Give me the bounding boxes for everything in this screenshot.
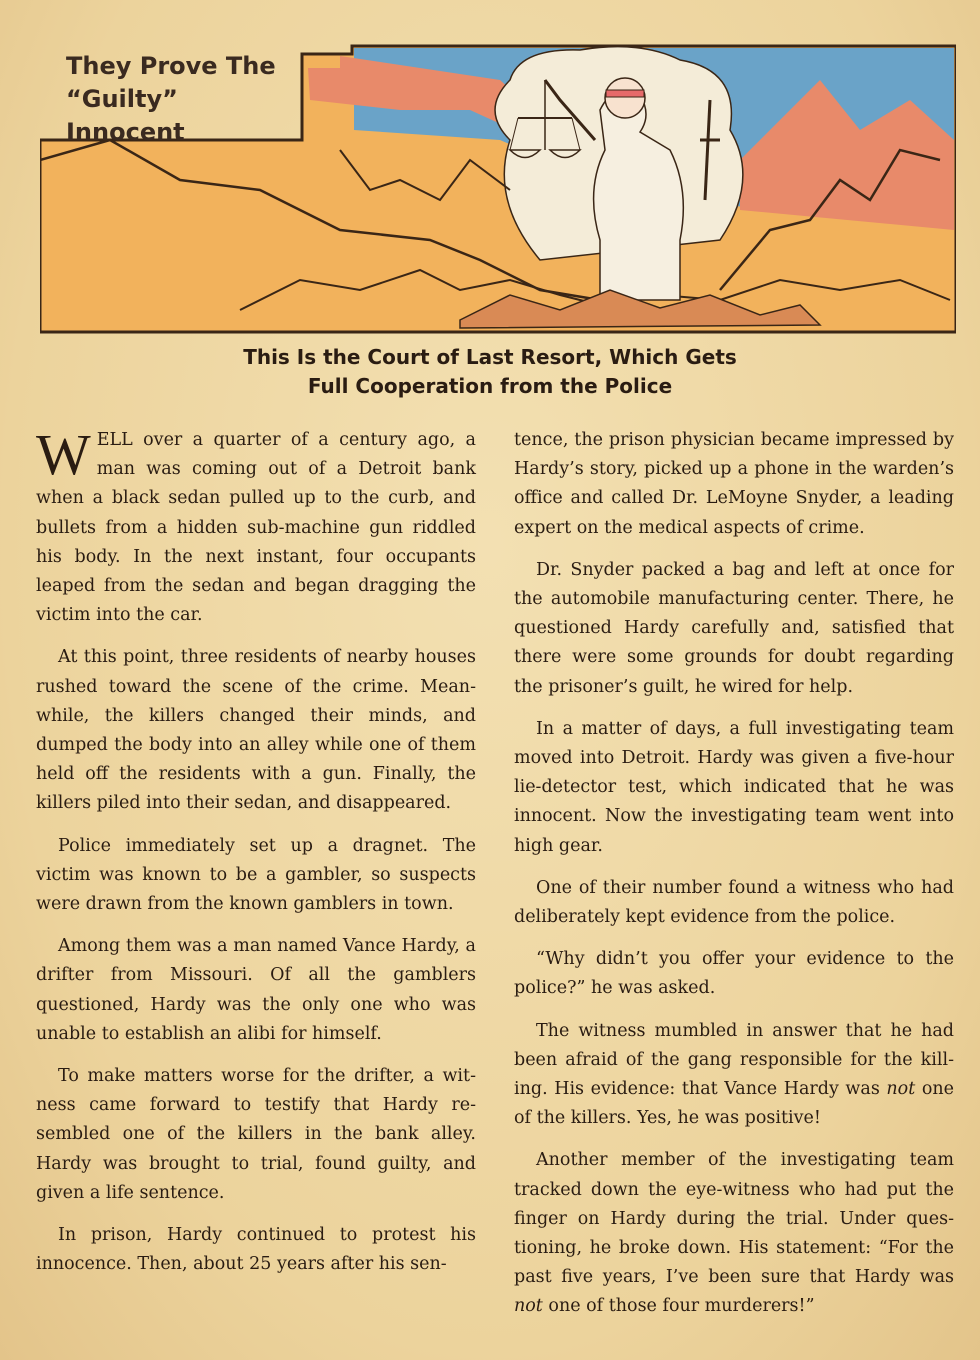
paragraph-4: Among them was a man named Vance Hardy, a drifter from Missouri. Of all the gamblers questioned, Hardy was the only one who was unable to establish an alibi for himself. [36,936,476,1044]
paragraph-11: “Why didn’t you offer your evidence to the police?” he was asked. [514,949,954,999]
caption [140,343,840,401]
paragraph-3: Police immediately set up a dragnet. The victim was known to be a gambler, so suspects were drawn from the known gamblers in town. [36,835,476,915]
headline-line-2: “Guilty” Innocent [66,85,185,146]
paragraph-1: WELL over a quarter of a century ago, a man was coming out of a Detroit bank when a black sedan pulled up to the curb, and bullets from a hidden sub-machine gun riddled his body. In the next instant, four occupants leaped from the sedan and began dragging the victim into the car. [36,422,476,626]
paragraph-10: One of their number found a witness who had deliberately kept evidence from the police. [514,877,954,928]
emphasis-not: not [886,1079,916,1100]
headline-line-1: They Prove The [66,52,276,80]
paragraph-8: Dr. Snyder packed a bag and left at once for the automobile manufacturing center. There, he questioned Hardy carefully and, satisfied that there were some grounds for doubt regarding the prisoner’s guilt, he wired for help. [514,559,954,697]
paragraph-7: tence, the prison physician became impressed by Hardy’s story, picked up a phone in the warden’s office and called Dr. LeMoyne Snyder, a leading expert on the medical aspects of crime. [514,430,954,538]
right-column [514,426,954,1335]
emphasis-not: not [514,1296,543,1317]
paragraph-13: Another member of the investigating team tracked down the eye-witness who had put the finger on Hardy during the trial. Under questioning, he broke down. His statement: “For the past five years, I’ve been sure that Hardy was not one of those four murderers!” [514,1150,954,1317]
paragraph-12: The witness mumbled in answer that he had been afraid of the gang responsible for the killing. His evidence: that Vance Hardy was not one of the killers. Yes, he was positive! [514,1020,954,1129]
caption-line-2: Full Cooperation from the Police [307,374,673,398]
caption-line-1: This Is the Court of Last Resort, Which Gets [243,345,737,369]
headline [66,50,296,149]
paragraph-2: At this point, three residents of nearby houses rushed toward the scene of the crime. Meanwhile, the killers changed their minds, and dumped the body into an alley while one of them held off the residents with a gun. Finally, the killers piled into their sedan, and disappeared. [36,647,476,814]
paragraph-5: To make matters worse for the drifter, a witness came forward to testify that Hardy resembled one of the killers in the bank alley. Hardy was brought to trial, found guilty, and given a life sentence. [36,1066,476,1203]
left-column [36,422,476,1292]
paragraph-6: In prison, Hardy continued to protest his innocence. Then, about 25 years after his sen- [36,1225,476,1275]
paragraph-9: In a matter of days, a full investigating team moved into Detroit. Hardy was given a five-hour lie-detector test, which indicated that he was innocent. Now the investigating team went into high gear. [514,718,954,856]
drop-cap: W [36,422,91,487]
